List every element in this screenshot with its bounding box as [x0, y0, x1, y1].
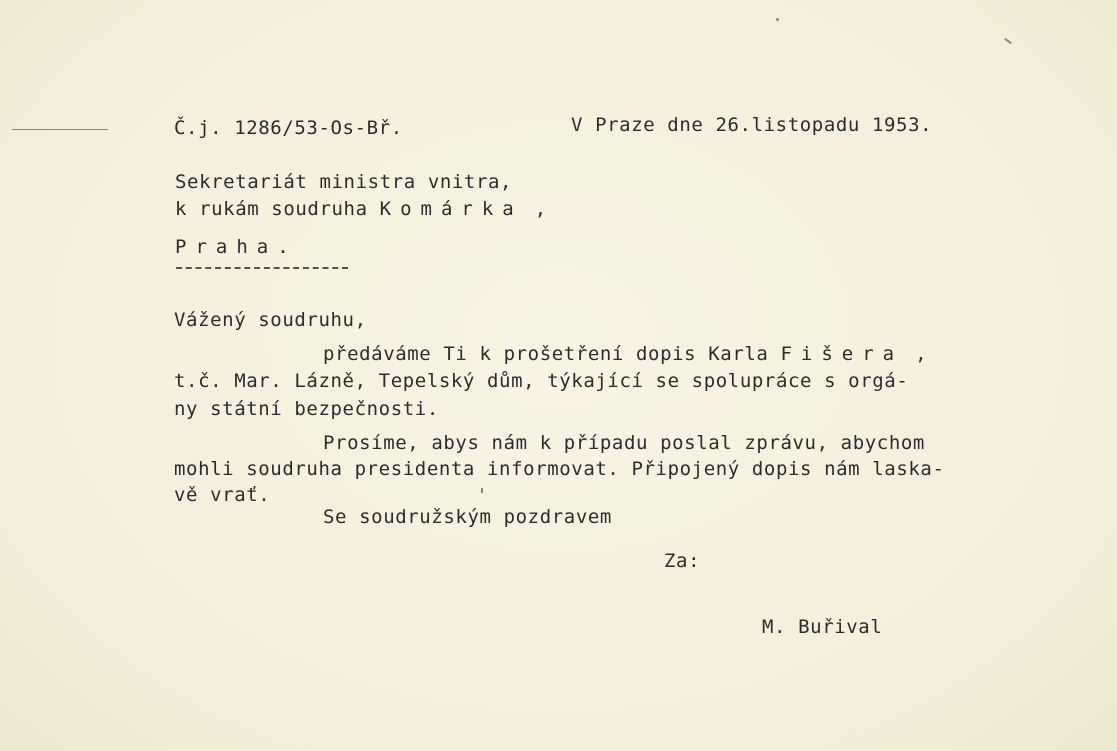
- margin-mark: [12, 129, 108, 130]
- body-paragraph-2-line-1: Prosíme, abys nám k případu poslal zprávu, abychom: [323, 432, 925, 454]
- paper-speck: [1004, 38, 1012, 44]
- body-paragraph-2-line-3: vě vrať.: [174, 484, 271, 506]
- body-p1-l1-prefix: předáváme Ti k prošetření dopis Karla: [323, 343, 781, 365]
- signature-name: M. Buřival: [762, 616, 883, 638]
- closing: Se soudružským pozdravem: [323, 506, 612, 528]
- body-paragraph-1-line-1: [323, 345, 927, 364]
- city-underline: [176, 267, 348, 269]
- place-and-date: V Praze dne 26.listopadu 1953.: [571, 114, 933, 136]
- on-behalf-of: Za:: [664, 550, 701, 572]
- paper-speck: [776, 18, 779, 21]
- reference-number: Č.j. 1286/53-Os-Bř.: [174, 117, 403, 139]
- referenced-person-name: Fišera: [780, 343, 904, 365]
- body-p1-l1-suffix: ,: [903, 343, 928, 365]
- recipient-attention-suffix: ,: [522, 198, 547, 220]
- body-paragraph-1-line-2: t.č. Mar. Lázně, Tepelský dům, týkající se spolupráce s orgá-: [174, 370, 909, 392]
- paper-speck: [481, 488, 483, 493]
- body-paragraph-1-line-3: ny státní bezpečnosti.: [174, 398, 439, 420]
- salutation: Vážený soudruhu,: [174, 309, 367, 331]
- body-paragraph-2-line-2: mohli soudruha presidenta informovat. Připojený dopis nám laska-: [174, 458, 945, 480]
- recipient-city: Praha.: [175, 236, 298, 258]
- recipient-attention-prefix: k rukám soudruha: [175, 198, 380, 220]
- recipient-name: Komárka: [379, 198, 523, 220]
- recipient-attention: [175, 200, 547, 219]
- recipient-office: Sekretariát ministra vnitra,: [175, 171, 513, 193]
